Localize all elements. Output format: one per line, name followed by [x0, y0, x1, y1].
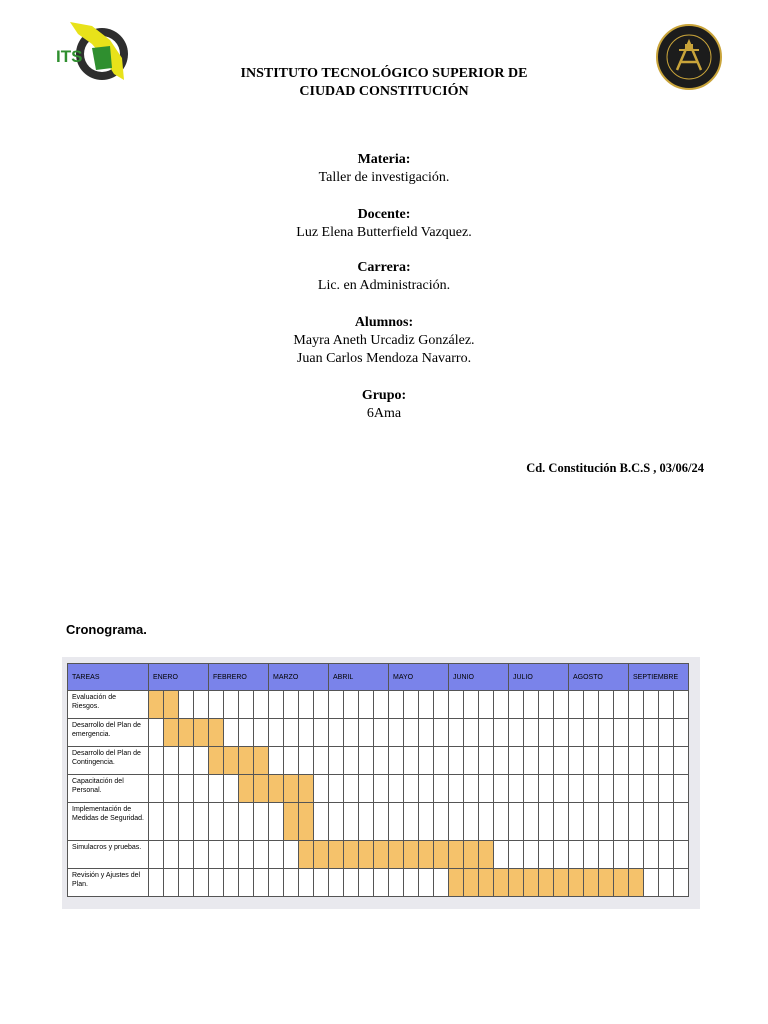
gantt-task-name: Implementación de Medidas de Seguridad. — [68, 803, 149, 841]
gantt-empty-cell — [584, 803, 599, 841]
carrera-label: Carrera: — [357, 260, 411, 275]
gantt-bar-cell — [239, 775, 254, 803]
gantt-empty-cell — [479, 719, 494, 747]
gantt-empty-cell — [644, 869, 659, 897]
gantt-bar-cell — [314, 841, 329, 869]
gantt-empty-cell — [629, 803, 644, 841]
gantt-empty-cell — [404, 691, 419, 719]
gantt-empty-cell — [284, 747, 299, 775]
gantt-row — [68, 869, 689, 897]
gantt-bar-cell — [374, 841, 389, 869]
gantt-empty-cell — [449, 803, 464, 841]
gantt-empty-cell — [389, 719, 404, 747]
gantt-empty-cell — [449, 775, 464, 803]
gantt-empty-cell — [254, 841, 269, 869]
gantt-empty-cell — [674, 841, 689, 869]
gantt-empty-cell — [614, 803, 629, 841]
gantt-empty-cell — [269, 869, 284, 897]
gantt-empty-cell — [434, 691, 449, 719]
gantt-bar-cell — [464, 841, 479, 869]
gantt-empty-cell — [494, 691, 509, 719]
gantt-empty-cell — [299, 747, 314, 775]
gantt-empty-cell — [524, 775, 539, 803]
gantt-bar-cell — [404, 841, 419, 869]
gantt-empty-cell — [584, 747, 599, 775]
gantt-empty-cell — [404, 775, 419, 803]
gantt-empty-cell — [329, 775, 344, 803]
gantt-empty-cell — [179, 691, 194, 719]
its-logo-text: ITS — [56, 47, 83, 66]
gantt-empty-cell — [254, 803, 269, 841]
gantt-empty-cell — [374, 775, 389, 803]
gantt-empty-cell — [314, 747, 329, 775]
gantt-task-name: Revisión y Ajustes del Plan. — [68, 869, 149, 897]
gantt-empty-cell — [344, 775, 359, 803]
gantt-row — [68, 747, 689, 775]
gantt-empty-cell — [659, 691, 674, 719]
gantt-task-name: Capacitación del Personal. — [68, 775, 149, 803]
gantt-empty-cell — [194, 869, 209, 897]
gantt-empty-cell — [194, 775, 209, 803]
gantt-empty-cell — [629, 747, 644, 775]
place-and-date: Cd. Constitución B.C.S , 03/06/24 — [526, 461, 704, 475]
gantt-empty-cell — [554, 691, 569, 719]
gantt-empty-cell — [509, 803, 524, 841]
gantt-empty-cell — [524, 719, 539, 747]
gantt-empty-cell — [359, 775, 374, 803]
gantt-empty-cell — [224, 691, 239, 719]
gantt-body — [68, 691, 689, 897]
gantt-empty-cell — [479, 747, 494, 775]
gantt-bar-cell — [419, 841, 434, 869]
gantt-empty-cell — [494, 747, 509, 775]
gantt-empty-cell — [629, 775, 644, 803]
gantt-empty-cell — [314, 691, 329, 719]
gantt-empty-cell — [194, 841, 209, 869]
gantt-empty-cell — [179, 841, 194, 869]
gantt-empty-cell — [224, 869, 239, 897]
gantt-empty-cell — [659, 775, 674, 803]
gantt-bar-cell — [299, 775, 314, 803]
gantt-empty-cell — [344, 691, 359, 719]
gantt-task-name: Desarrollo del Plan de Contingencia. — [68, 747, 149, 775]
gantt-empty-cell — [419, 869, 434, 897]
gantt-empty-cell — [479, 775, 494, 803]
gantt-empty-cell — [359, 803, 374, 841]
gantt-empty-cell — [599, 841, 614, 869]
gantt-empty-cell — [539, 803, 554, 841]
gantt-empty-cell — [209, 775, 224, 803]
gantt-empty-cell — [569, 691, 584, 719]
gantt-empty-cell — [419, 719, 434, 747]
gantt-month-enero: ENERO — [149, 664, 209, 691]
gantt-task-name: Desarrollo del Plan de emergencia. — [68, 719, 149, 747]
gantt-empty-cell — [674, 691, 689, 719]
gantt-empty-cell — [179, 803, 194, 841]
gantt-bar-cell — [479, 869, 494, 897]
alumno-2: Juan Carlos Mendoza Navarro. — [296, 351, 472, 366]
gantt-empty-cell — [674, 869, 689, 897]
gantt-empty-cell — [269, 747, 284, 775]
gantt-empty-cell — [434, 869, 449, 897]
gantt-empty-cell — [359, 691, 374, 719]
gantt-header-tareas: TAREAS — [68, 664, 149, 691]
gantt-empty-cell — [599, 803, 614, 841]
gantt-bar-cell — [494, 869, 509, 897]
gantt-empty-cell — [239, 803, 254, 841]
gantt-empty-cell — [374, 747, 389, 775]
gantt-month-julio: JULIO — [509, 664, 569, 691]
gantt-empty-cell — [599, 747, 614, 775]
gantt-empty-cell — [494, 775, 509, 803]
gantt-empty-cell — [449, 719, 464, 747]
gantt-empty-cell — [329, 719, 344, 747]
gantt-empty-cell — [269, 841, 284, 869]
gantt-empty-cell — [539, 747, 554, 775]
gantt-bar-cell — [524, 869, 539, 897]
gantt-task-name: Evaluación de Riesgos. — [68, 691, 149, 719]
gantt-empty-cell — [584, 691, 599, 719]
gantt-bar-cell — [449, 841, 464, 869]
gantt-empty-cell — [359, 719, 374, 747]
gantt-empty-cell — [434, 747, 449, 775]
gantt-empty-cell — [374, 869, 389, 897]
gantt-empty-cell — [329, 869, 344, 897]
gantt-empty-cell — [224, 803, 239, 841]
gantt-empty-cell — [179, 747, 194, 775]
gantt-empty-cell — [164, 841, 179, 869]
gantt-empty-cell — [524, 803, 539, 841]
grupo-value: 6Ama — [366, 406, 402, 421]
gantt-empty-cell — [659, 869, 674, 897]
gantt-empty-cell — [164, 869, 179, 897]
gantt-empty-cell — [404, 869, 419, 897]
gantt-empty-cell — [284, 841, 299, 869]
gantt-bar-cell — [359, 841, 374, 869]
gantt-empty-cell — [629, 719, 644, 747]
gantt-empty-cell — [659, 747, 674, 775]
gantt-empty-cell — [179, 869, 194, 897]
gantt-bar-cell — [209, 719, 224, 747]
gantt-header-row — [68, 664, 689, 691]
gantt-empty-cell — [659, 719, 674, 747]
gantt-empty-cell — [644, 747, 659, 775]
gantt-empty-cell — [569, 747, 584, 775]
gantt-empty-cell — [344, 869, 359, 897]
gantt-empty-cell — [314, 803, 329, 841]
gantt-empty-cell — [149, 841, 164, 869]
gantt-empty-cell — [149, 747, 164, 775]
gantt-bar-cell — [599, 869, 614, 897]
gantt-bar-cell — [554, 869, 569, 897]
gantt-empty-cell — [374, 803, 389, 841]
gantt-empty-cell — [389, 803, 404, 841]
gantt-bar-cell — [179, 719, 194, 747]
gantt-empty-cell — [164, 775, 179, 803]
gantt-row — [68, 841, 689, 869]
gantt-bar-cell — [269, 775, 284, 803]
gantt-empty-cell — [284, 691, 299, 719]
gantt-empty-cell — [284, 869, 299, 897]
gantt-empty-cell — [254, 691, 269, 719]
docente-label: Docente: — [357, 207, 411, 222]
gantt-empty-cell — [539, 719, 554, 747]
gantt-empty-cell — [434, 775, 449, 803]
gantt-empty-cell — [614, 747, 629, 775]
gantt-bar-cell — [194, 719, 209, 747]
gantt-bar-cell — [329, 841, 344, 869]
gantt-empty-cell — [359, 747, 374, 775]
alumnos-label: Alumnos: — [354, 315, 414, 330]
gantt-bar-cell — [509, 869, 524, 897]
gantt-empty-cell — [299, 719, 314, 747]
gantt-empty-cell — [164, 803, 179, 841]
gantt-empty-cell — [419, 803, 434, 841]
gantt-empty-cell — [269, 719, 284, 747]
gantt-month-septiembre: SEPTIEMBRE — [629, 664, 689, 691]
gantt-empty-cell — [674, 803, 689, 841]
gantt-empty-cell — [419, 775, 434, 803]
gantt-empty-cell — [314, 719, 329, 747]
gantt-bar-cell — [224, 747, 239, 775]
gantt-empty-cell — [629, 841, 644, 869]
gantt-empty-cell — [599, 691, 614, 719]
gantt-empty-cell — [194, 747, 209, 775]
gantt-bar-cell — [614, 869, 629, 897]
grupo-label: Grupo: — [361, 388, 407, 403]
gantt-bar-cell — [284, 803, 299, 841]
gantt-empty-cell — [344, 747, 359, 775]
gantt-empty-cell — [674, 775, 689, 803]
gantt-empty-cell — [659, 841, 674, 869]
gantt-empty-cell — [509, 841, 524, 869]
gantt-bar-cell — [299, 803, 314, 841]
gantt-row — [68, 691, 689, 719]
gantt-month-febrero: FEBRERO — [209, 664, 269, 691]
institution-name-line2: CIUDAD CONSTITUCIÓN — [299, 84, 469, 99]
gantt-empty-cell — [464, 691, 479, 719]
gantt-bar-cell — [539, 869, 554, 897]
gantt-bar-cell — [434, 841, 449, 869]
gantt-empty-cell — [404, 719, 419, 747]
gantt-empty-cell — [149, 775, 164, 803]
gantt-empty-cell — [509, 747, 524, 775]
materia-value: Taller de investigación. — [318, 170, 450, 185]
gantt-empty-cell — [524, 691, 539, 719]
gantt-empty-cell — [149, 869, 164, 897]
gantt-empty-cell — [509, 775, 524, 803]
gantt-empty-cell — [209, 869, 224, 897]
gantt-empty-cell — [509, 719, 524, 747]
gantt-empty-cell — [464, 803, 479, 841]
gantt-bar-cell — [254, 747, 269, 775]
gantt-empty-cell — [254, 869, 269, 897]
gantt-empty-cell — [374, 719, 389, 747]
gantt-empty-cell — [644, 775, 659, 803]
gantt-empty-cell — [389, 869, 404, 897]
gantt-month-junio: JUNIO — [449, 664, 509, 691]
gantt-empty-cell — [614, 841, 629, 869]
gantt-empty-cell — [434, 719, 449, 747]
gantt-bar-cell — [284, 775, 299, 803]
gantt-empty-cell — [524, 841, 539, 869]
gantt-empty-cell — [599, 719, 614, 747]
gantt-row — [68, 775, 689, 803]
gantt-empty-cell — [329, 691, 344, 719]
gantt-empty-cell — [464, 747, 479, 775]
gantt-empty-cell — [269, 803, 284, 841]
gantt-empty-cell — [464, 719, 479, 747]
gantt-empty-cell — [149, 719, 164, 747]
gantt-empty-cell — [539, 775, 554, 803]
gantt-empty-cell — [494, 841, 509, 869]
gantt-empty-cell — [179, 775, 194, 803]
gantt-table — [67, 663, 689, 897]
gantt-month-agosto: AGOSTO — [569, 664, 629, 691]
gantt-empty-cell — [644, 691, 659, 719]
gantt-bar-cell — [239, 747, 254, 775]
gantt-row — [68, 719, 689, 747]
gantt-empty-cell — [359, 869, 374, 897]
gantt-empty-cell — [509, 691, 524, 719]
gantt-empty-cell — [584, 775, 599, 803]
gantt-empty-cell — [239, 719, 254, 747]
gantt-empty-cell — [314, 775, 329, 803]
gantt-bar-cell — [449, 869, 464, 897]
gantt-empty-cell — [374, 691, 389, 719]
gantt-empty-cell — [524, 747, 539, 775]
gantt-empty-cell — [539, 841, 554, 869]
gantt-empty-cell — [569, 803, 584, 841]
gantt-empty-cell — [629, 691, 644, 719]
gantt-empty-cell — [584, 719, 599, 747]
gantt-empty-cell — [419, 747, 434, 775]
gantt-empty-cell — [674, 747, 689, 775]
alumno-1: Mayra Aneth Urcadiz González. — [293, 333, 475, 348]
gantt-empty-cell — [614, 775, 629, 803]
gantt-bar-cell — [209, 747, 224, 775]
gantt-empty-cell — [284, 719, 299, 747]
gantt-empty-cell — [224, 719, 239, 747]
gantt-bar-cell — [344, 841, 359, 869]
docente-value: Luz Elena Butterfield Vazquez. — [296, 225, 472, 240]
gantt-empty-cell — [644, 719, 659, 747]
carrera-value: Lic. en Administración. — [317, 278, 451, 293]
gantt-bar-cell — [584, 869, 599, 897]
gantt-empty-cell — [644, 803, 659, 841]
gantt-task-name: Simulacros y pruebas. — [68, 841, 149, 869]
gantt-empty-cell — [554, 775, 569, 803]
gantt-empty-cell — [329, 803, 344, 841]
gantt-bar-cell — [149, 691, 164, 719]
gantt-empty-cell — [389, 691, 404, 719]
gantt-row — [68, 803, 689, 841]
gantt-empty-cell — [434, 803, 449, 841]
gantt-bar-cell — [569, 869, 584, 897]
gantt-empty-cell — [554, 803, 569, 841]
gantt-empty-cell — [614, 691, 629, 719]
gantt-empty-cell — [659, 803, 674, 841]
gantt-bar-cell — [254, 775, 269, 803]
gantt-month-marzo: MARZO — [269, 664, 329, 691]
gantt-empty-cell — [554, 719, 569, 747]
gantt-empty-cell — [569, 841, 584, 869]
gantt-bar-cell — [299, 841, 314, 869]
gantt-bar-cell — [479, 841, 494, 869]
gantt-empty-cell — [299, 691, 314, 719]
gantt-empty-cell — [494, 719, 509, 747]
gantt-empty-cell — [584, 841, 599, 869]
gantt-empty-cell — [479, 691, 494, 719]
gantt-empty-cell — [344, 719, 359, 747]
gantt-empty-cell — [554, 841, 569, 869]
gantt-empty-cell — [194, 691, 209, 719]
gantt-empty-cell — [479, 803, 494, 841]
gantt-empty-cell — [224, 775, 239, 803]
institution-name-line1: INSTITUTO TECNOLÓGICO SUPERIOR DE — [240, 66, 528, 81]
gantt-empty-cell — [404, 803, 419, 841]
gantt-empty-cell — [224, 841, 239, 869]
gantt-empty-cell — [164, 747, 179, 775]
gantt-month-mayo: MAYO — [389, 664, 449, 691]
gantt-empty-cell — [209, 803, 224, 841]
gantt-empty-cell — [419, 691, 434, 719]
gantt-bar-cell — [164, 691, 179, 719]
gantt-month-abril: ABRIL — [329, 664, 389, 691]
gantt-empty-cell — [569, 775, 584, 803]
gantt-empty-cell — [239, 841, 254, 869]
gantt-empty-cell — [449, 691, 464, 719]
gantt-empty-cell — [494, 803, 509, 841]
gantt-bar-cell — [464, 869, 479, 897]
gantt-empty-cell — [449, 747, 464, 775]
gantt-empty-cell — [269, 691, 284, 719]
gantt-empty-cell — [554, 747, 569, 775]
gantt-bar-cell — [389, 841, 404, 869]
gantt-empty-cell — [464, 775, 479, 803]
gantt-empty-cell — [404, 747, 419, 775]
gantt-empty-cell — [209, 691, 224, 719]
gantt-bar-cell — [629, 869, 644, 897]
gantt-empty-cell — [149, 803, 164, 841]
gantt-empty-cell — [389, 775, 404, 803]
gantt-empty-cell — [569, 719, 584, 747]
gantt-empty-cell — [539, 691, 554, 719]
gantt-empty-cell — [194, 803, 209, 841]
gantt-empty-cell — [614, 719, 629, 747]
gantt-empty-cell — [344, 803, 359, 841]
gantt-empty-cell — [314, 869, 329, 897]
materia-label: Materia: — [357, 152, 411, 167]
gantt-empty-cell — [329, 747, 344, 775]
gantt-bar-cell — [164, 719, 179, 747]
gantt-empty-cell — [674, 719, 689, 747]
gantt-empty-cell — [389, 747, 404, 775]
gantt-empty-cell — [644, 841, 659, 869]
gantt-empty-cell — [239, 691, 254, 719]
gantt-empty-cell — [239, 869, 254, 897]
gantt-empty-cell — [254, 719, 269, 747]
cronograma-heading: Cronograma. — [66, 622, 147, 637]
gantt-empty-cell — [299, 869, 314, 897]
gantt-empty-cell — [599, 775, 614, 803]
gantt-empty-cell — [209, 841, 224, 869]
